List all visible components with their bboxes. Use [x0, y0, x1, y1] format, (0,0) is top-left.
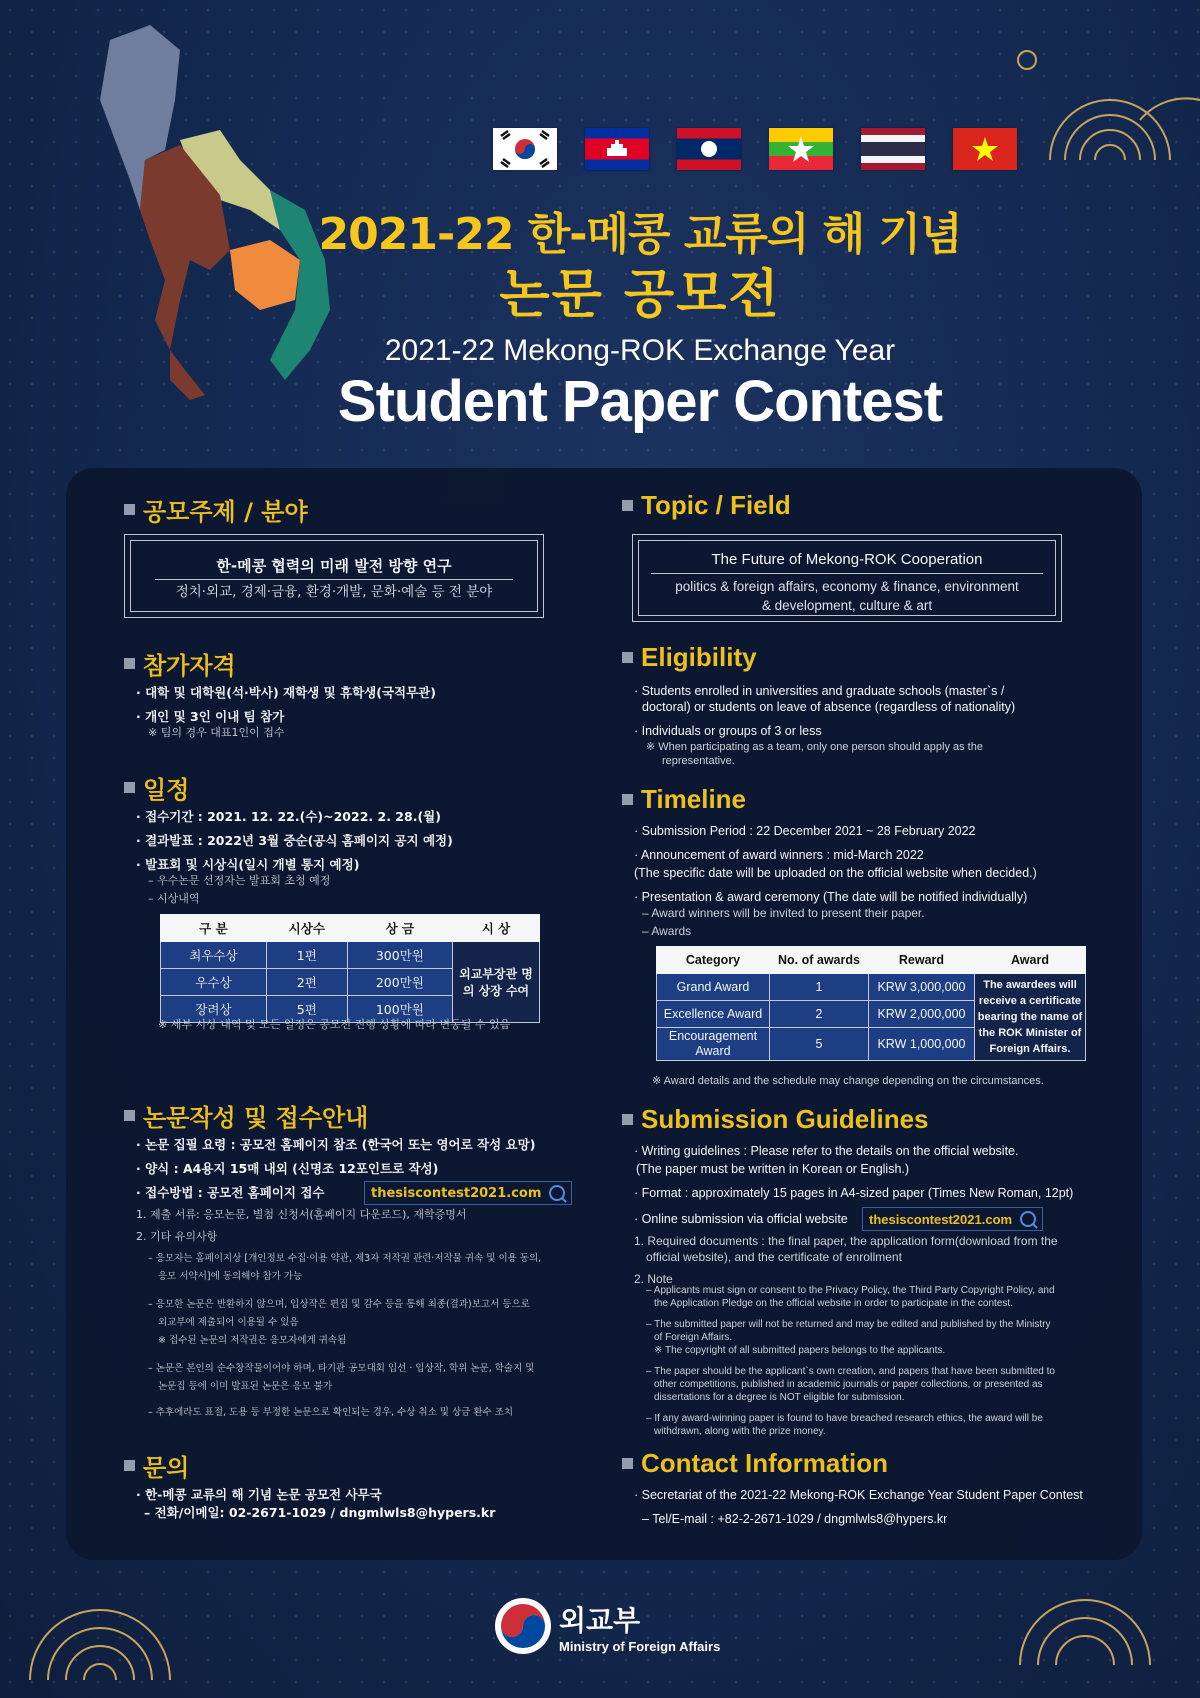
award-description-cell: 외교부장관 명의 상장 수여 — [453, 942, 540, 1023]
submission-note3b-en: other competitions, published in academic journals or paper collections, or presented as — [654, 1379, 1043, 1390]
vietnam-flag — [953, 128, 1017, 170]
submission-line3-ko: · 접수방법 : 공모전 홈페이지 접수 — [136, 1185, 325, 1200]
table-cell: KRW 3,000,000 — [868, 974, 974, 1001]
contact-line2-ko: – 전화/이메일: 02-2671-1029 / dngmlwls8@hypers.kr — [144, 1505, 496, 1520]
title-korean-line1: 2021-22 한-메콩 교류의 해 기념 — [318, 209, 962, 260]
submission-note2c-ko: ※ 접수된 논문의 저작권은 응모자에게 귀속됨 — [158, 1335, 347, 1346]
contact-line2-en: – Tel/E-mail : +82-2-2671-1029 / dngmlwls8@hypers.kr — [642, 1512, 948, 1526]
timeline-line2b-en: (The specific date will be uploaded on the official website when decided.) — [634, 866, 1037, 880]
eligibility-line2-en: · Individuals or groups of 3 or less — [634, 724, 822, 738]
submission-doc2-ko: 2. 기타 유의사항 — [136, 1230, 218, 1243]
awards-table-ko — [160, 914, 540, 1023]
submission-doc2-en: 2. Note — [634, 1272, 673, 1286]
section-heading-topic-ko: 공모주제 / 분야 — [124, 492, 308, 527]
section-heading-timeline-en: Timeline — [622, 784, 746, 815]
award-description-cell: The awardees will receive a certificate bearing the name of the ROK Minister of Foreign Affairs. — [975, 974, 1086, 1061]
submission-note3a-ko: – 논문은 본인의 순수창작물이어야 하며, 타기관 공모대회 입선 · 입상작, 학위 논문, 학술지 및 — [148, 1363, 535, 1374]
table-header-cell: 구 분 — [161, 915, 267, 942]
section-heading-contact-en: Contact Information — [622, 1448, 888, 1479]
contest-url-link-ko[interactable] — [364, 1181, 572, 1205]
submission-note2c-en: ※ The copyright of all submitted papers belongs to the applicants. — [654, 1345, 946, 1356]
table-cell: 최우수상 — [161, 942, 267, 969]
table-header-cell: No. of awards — [770, 947, 869, 974]
table-cell: KRW 2,000,000 — [868, 1001, 974, 1028]
section-heading-submission-ko: 논문작성 및 접수안내 — [124, 1098, 368, 1133]
table-cell: 200만원 — [347, 969, 452, 996]
section-heading-topic-en: Topic / Field — [622, 490, 791, 521]
submission-note3b-ko: 논문집 등에 이미 발표된 논문은 응모 불가 — [158, 1381, 333, 1392]
table-cell: 2편 — [266, 969, 347, 996]
submission-note1a-en: – Applicants must sign or consent to the Privacy Policy, the Third Party Copyright Policy, and — [646, 1285, 1055, 1296]
section-heading-submission-en: Submission Guidelines — [622, 1104, 929, 1135]
timeline-sub1-en: – Award winners will be invited to present their paper. — [642, 906, 925, 920]
submission-note3c-en: dissertations for a degree is NOT eligible for submission. — [654, 1392, 905, 1403]
topic-fields-en-line2: & development, culture & art — [761, 598, 933, 613]
table-header-cell: 상 금 — [347, 915, 452, 942]
myanmar-flag — [769, 128, 833, 170]
timeline-note-ko: ※ 세부 시상 내역 및 모든 일정은 공모전 진행 상황에 따라 변동될 수 있음 — [158, 1018, 511, 1031]
table-header-cell: Reward — [868, 947, 974, 974]
topic-box-ko — [124, 534, 544, 618]
timeline-sub1-ko: – 우수논문 선정자는 발표회 초청 예정 — [148, 874, 331, 887]
topic-main-en: The Future of Mekong-ROK Cooperation — [711, 551, 983, 568]
timeline-line2-ko: · 결과발표 : 2022년 3월 중순(공식 홈페이지 공지 예정) — [136, 833, 453, 848]
section-heading-eligibility-en: Eligibility — [622, 642, 757, 673]
bullet-square-icon — [124, 504, 135, 515]
table-cell: 100만원 — [347, 996, 452, 1023]
wave-ornament-bottom-right — [1000, 1555, 1180, 1665]
submission-note2b-en: of Foreign Affairs. — [654, 1332, 733, 1343]
timeline-line3-ko: · 발표회 및 시상식(일시 개별 통지 예정) — [136, 857, 360, 872]
timeline-sub2-en: – Awards — [642, 924, 692, 938]
eligibility-note1-en: ※ When participating as a team, only one person should apply as the — [646, 741, 983, 753]
ministry-name-block — [559, 1599, 720, 1654]
table-header-cell: 시상수 — [266, 915, 347, 942]
section-heading-timeline-ko: 일정 — [124, 770, 189, 805]
submission-note1b-en: the Application Pledge on the official website in order to participate in the contest. — [654, 1298, 1013, 1309]
submission-note3a-en: – The paper should be the applicant`s own creation, and papers that have been submitted to — [646, 1366, 1055, 1377]
title-english-line1: 2021-22 Mekong-ROK Exchange Year — [384, 334, 896, 367]
laos-flag — [677, 128, 741, 170]
url-text[interactable]: thesiscontest2021.com — [371, 1185, 542, 1201]
table-cell: 1편 — [266, 942, 347, 969]
bullet-square-icon — [622, 794, 633, 805]
submission-doc1-ko: 1. 제출 서류: 응모논문, 별첨 신청서(홈페이지 다운로드), 재학증명서 — [136, 1208, 467, 1221]
timeline-line1-en: · Submission Period : 22 December 2021 ~ 28 February 2022 — [634, 824, 976, 838]
topic-fields-ko: 정치·외교, 경제·금융, 환경·개발, 문화·예술 등 전 분야 — [175, 584, 493, 600]
submission-note2a-en: – The submitted paper will not be returned and may be edited and published by the Ministry — [646, 1319, 1051, 1330]
submission-line2-ko: · 양식 : A4용지 15매 내외 (신명조 12포인트로 작성) — [136, 1161, 439, 1176]
bullet-square-icon — [124, 658, 135, 669]
awards-table-header — [161, 915, 540, 942]
search-icon — [1020, 1211, 1036, 1227]
wave-ornament-top-right — [1040, 60, 1200, 160]
submission-note4a-en: – If any award-winning paper is found to have breached research ethics, the award will be — [646, 1413, 1043, 1424]
timeline-line1-ko: · 접수기간 : 2021. 12. 22.(수)~2022. 2. 28.(월) — [136, 809, 441, 824]
awards-table-en — [656, 946, 1086, 1061]
table-cell: 300만원 — [347, 942, 452, 969]
table-cell: KRW 1,000,000 — [868, 1028, 974, 1061]
table-cell: 5편 — [266, 996, 347, 1023]
flags-row — [493, 128, 1017, 170]
bullet-square-icon — [622, 652, 633, 663]
contest-url-link-en[interactable] — [862, 1207, 1043, 1231]
submission-line2-en: · Format : approximately 15 pages in A4-sized paper (Times New Roman, 12pt) — [634, 1186, 1074, 1200]
section-heading-eligibility-ko: 참가자격 — [124, 646, 236, 681]
table-header-cell: Award — [975, 947, 1086, 974]
bullet-square-icon — [124, 1460, 135, 1471]
timeline-line3-en: · Presentation & award ceremony (The date will be notified individually) — [634, 890, 1028, 904]
eligibility-note-ko: ※ 팀의 경우 대표1인이 접수 — [148, 726, 285, 739]
submission-note2b-ko: 외교부에 제출되어 이용될 수 있음 — [158, 1317, 299, 1328]
table-cell: Grand Award — [657, 974, 770, 1001]
section-heading-contact-ko: 문의 — [124, 1448, 189, 1483]
contact-line1-ko: · 한-메콩 교류의 해 기념 논문 공모전 사무국 — [136, 1487, 382, 1502]
eligibility-line1b-en: doctoral) or students on leave of absence (regardless of nationality) — [642, 700, 1016, 714]
table-cell: 우수상 — [161, 969, 267, 996]
submission-note4-ko: – 추후에라도 표절, 도용 등 부정한 논문으로 확인되는 경우, 수상 취소 및 상금 환수 조치 — [148, 1407, 514, 1418]
table-cell: Excellence Award — [657, 1001, 770, 1028]
topic-divider — [651, 573, 1043, 574]
submission-note2a-ko: – 응모한 논문은 반환하지 않으며, 입상작은 편집 및 감수 등을 통해 최종(결과)보고서 등으로 — [148, 1299, 530, 1310]
submission-line1-en: · Writing guidelines : Please refer to the details on the official website. — [634, 1144, 1019, 1158]
bullet-square-icon — [124, 782, 135, 793]
submission-doc1b-en: official website), and the certificate of enrollment — [646, 1250, 902, 1264]
table-cell: 5 — [770, 1028, 869, 1061]
ministry-logo — [495, 1598, 720, 1654]
submission-line1-ko: · 논문 집필 요령 : 공모전 홈페이지 참조 (한국어 또는 영어로 작성 요망) — [136, 1137, 536, 1152]
table-row — [657, 974, 1086, 1001]
circle-ornament-top-right — [1015, 48, 1039, 72]
timeline-note-en: ※ Award details and the schedule may change depending on the circumstances. — [652, 1075, 1044, 1087]
eligibility-line1-en: · Students enrolled in universities and graduate schools (master`s / — [634, 684, 1005, 698]
contact-line1-en: · Secretariat of the 2021-22 Mekong-ROK Exchange Year Student Paper Contest — [634, 1488, 1083, 1502]
wave-ornament-bottom-left — [20, 1560, 220, 1680]
search-icon — [549, 1185, 565, 1201]
ministry-emblem-icon — [495, 1598, 551, 1654]
submission-note1a-ko: – 응모자는 홈페이지상 [개인정보 수집·이용 약관, 제3자 저작권 관련·저작물 귀속 및 이용 동의, — [148, 1253, 542, 1264]
south-korea-flag — [493, 128, 557, 170]
eligibility-note2-en: representative. — [662, 755, 735, 767]
submission-note1b-ko: 응모 서약서]에 동의해야 참가 가능 — [158, 1271, 303, 1282]
title-english-line2: Student Paper Contest — [337, 369, 943, 434]
submission-line1b-en: (The paper must be written in Korean or English.) — [636, 1162, 910, 1176]
ministry-name-en: Ministry of Foreign Affairs — [559, 1638, 721, 1654]
table-cell: Encouragement Award — [657, 1028, 770, 1061]
submission-note4b-en: withdrawn, along with the prize money. — [654, 1426, 826, 1437]
title-korean-line2: 논문 공모전 — [499, 265, 781, 325]
table-header-cell: Category — [657, 947, 770, 974]
ministry-name-ko: 외교부 — [559, 1603, 641, 1637]
content-panel — [66, 468, 1142, 1560]
topic-main-ko: 한-메콩 협력의 미래 발전 방향 연구 — [216, 557, 452, 575]
url-text[interactable]: thesiscontest2021.com — [869, 1211, 1013, 1227]
timeline-sub2-ko: – 시상내역 — [148, 892, 200, 905]
topic-divider — [155, 579, 513, 580]
table-cell: 1 — [770, 974, 869, 1001]
bullet-square-icon — [622, 500, 633, 511]
cambodia-flag — [585, 128, 649, 170]
bullet-square-icon — [124, 1110, 135, 1121]
table-header-cell: 시 상 — [453, 915, 540, 942]
eligibility-line2-ko: · 개인 및 3인 이내 팀 참가 — [136, 709, 285, 724]
timeline-line2-en: · Announcement of award winners : mid-March 2022 — [634, 848, 924, 862]
bullet-square-icon — [622, 1458, 633, 1469]
topic-box-en — [632, 534, 1062, 622]
submission-line3-en: · Online submission via official website — [634, 1212, 848, 1226]
bullet-square-icon — [622, 1114, 633, 1125]
submission-doc1a-en: 1. Required documents : the final paper, the application form(download from the — [634, 1234, 1058, 1248]
awards-table-header — [657, 947, 1086, 974]
table-row — [161, 942, 540, 969]
table-cell: 장려상 — [161, 996, 267, 1023]
topic-fields-en-line1: politics & foreign affairs, economy & finance, environment — [675, 579, 1019, 594]
thailand-flag — [861, 128, 925, 170]
eligibility-line1-ko: · 대학 및 대학원(석·박사) 재학생 및 휴학생(국적무관) — [136, 685, 436, 700]
table-cell: 2 — [770, 1001, 869, 1028]
